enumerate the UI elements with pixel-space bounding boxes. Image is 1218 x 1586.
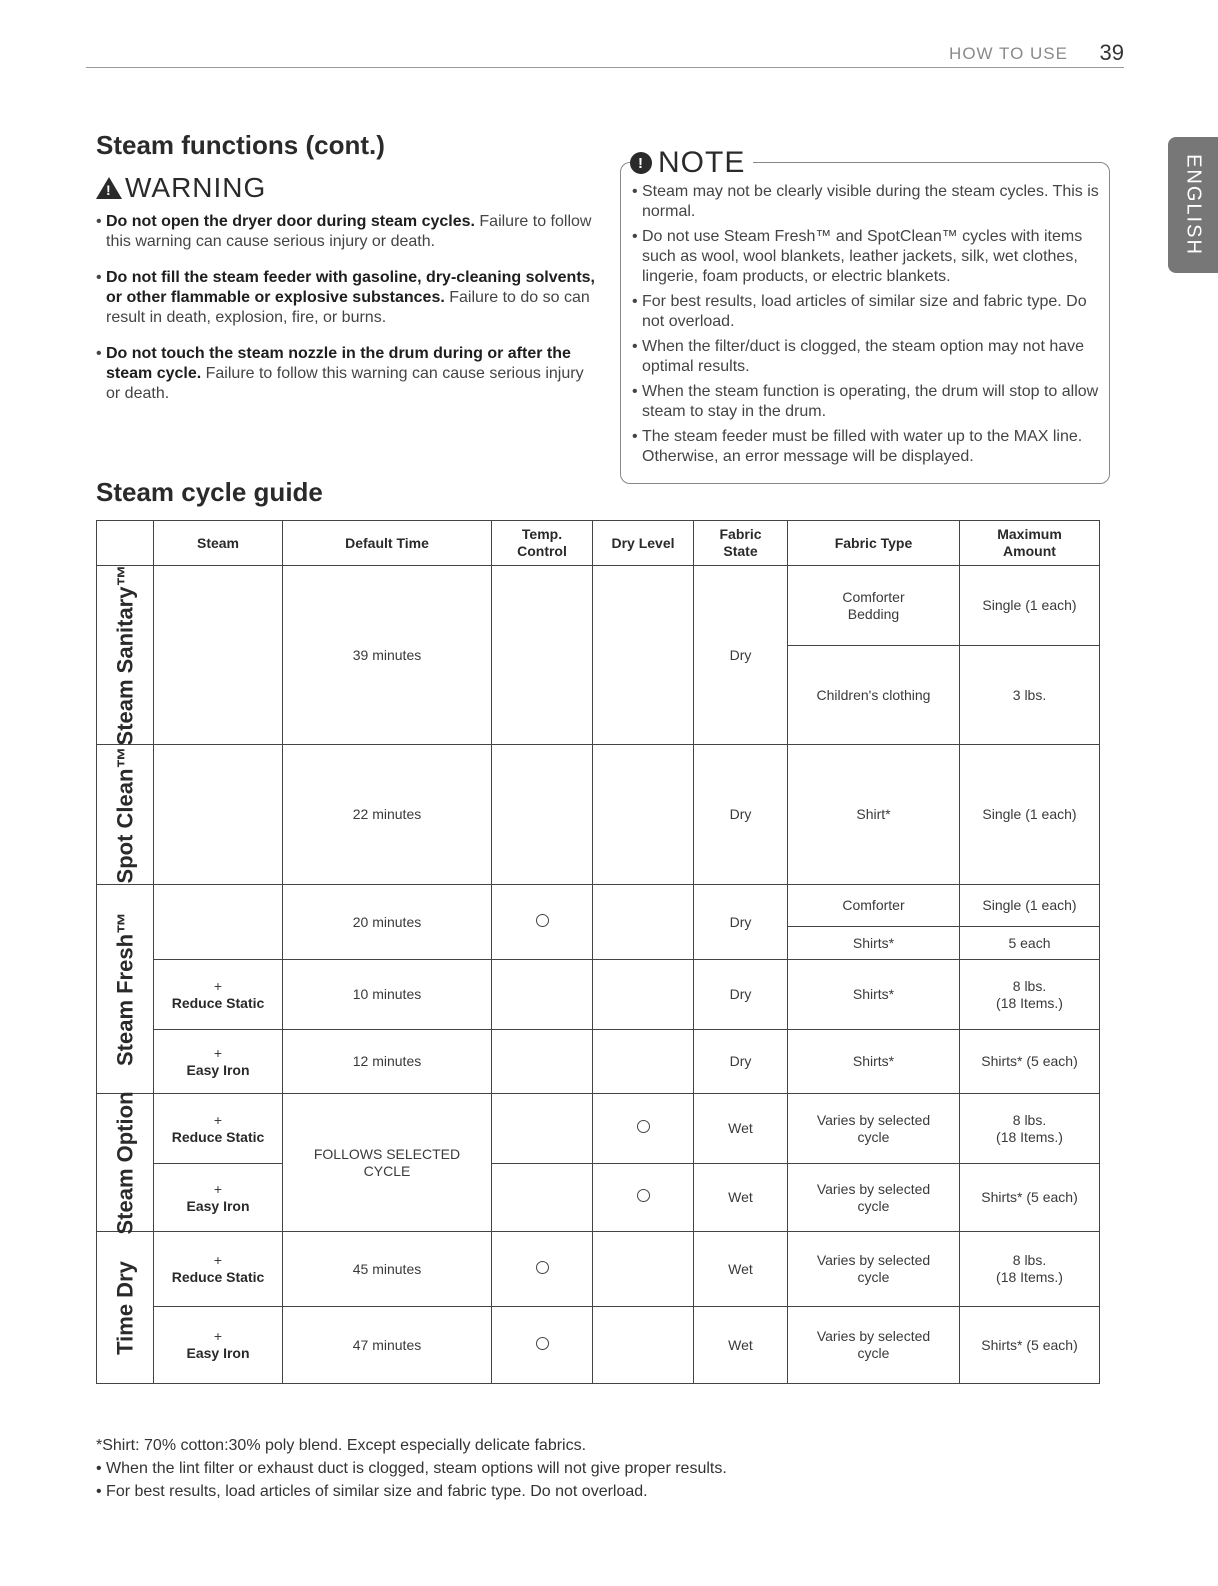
header-fabric-type: Fabric Type bbox=[788, 521, 960, 566]
steam-cell bbox=[154, 745, 283, 885]
amount-cell: 5 each bbox=[960, 927, 1100, 960]
cell-text: 8 lbs. bbox=[1012, 977, 1047, 994]
note-item: • For best results, load articles of similar size and fabric type. Do not overload. bbox=[632, 292, 1102, 332]
amount-cell: Single (1 each) bbox=[960, 566, 1100, 646]
warning-item-text: Failure to follow this warning can cause serious injury or death. bbox=[106, 213, 592, 250]
warning-item-text: Failure to follow this warning can cause serious injury or death. bbox=[106, 365, 584, 402]
circle-mark-icon bbox=[637, 1189, 650, 1202]
dry-level-cell bbox=[593, 1232, 694, 1307]
time-cell bbox=[283, 1094, 492, 1232]
cell-text: Varies by selected bbox=[816, 1252, 931, 1268]
dry-level-cell bbox=[593, 1094, 694, 1164]
option-label: Easy Iron bbox=[186, 1345, 250, 1361]
warning-item-bold: Do not fill the steam feeder with gasoline, dry-cleaning solvents, or other flammable or explosive substances. bbox=[106, 269, 595, 306]
fabric-type-cell: Shirts* bbox=[788, 960, 960, 1030]
amount-cell bbox=[960, 1232, 1100, 1307]
option-label: Reduce Static bbox=[171, 1269, 265, 1285]
table-row bbox=[97, 1094, 1100, 1164]
table-row bbox=[97, 1232, 1100, 1307]
option-label: Reduce Static bbox=[171, 994, 265, 1011]
temp-cell bbox=[492, 745, 593, 885]
header-steam: Steam bbox=[154, 521, 283, 566]
header-dry-level: Dry Level bbox=[593, 521, 694, 566]
note-list bbox=[632, 182, 1102, 472]
cycle-steam-option bbox=[97, 1090, 154, 1235]
fabric-state-cell: Dry bbox=[694, 885, 788, 960]
amount-cell: Single (1 each) bbox=[960, 745, 1100, 885]
note-heading bbox=[630, 146, 753, 180]
steam-option-cell bbox=[154, 1030, 283, 1094]
page-number: 39 bbox=[1099, 40, 1124, 65]
plus-sign: + bbox=[213, 1328, 223, 1344]
temp-cell bbox=[492, 960, 593, 1030]
fabric-type-cell: Shirt* bbox=[788, 745, 960, 885]
table-header-row bbox=[97, 521, 1100, 566]
fabric-type-cell bbox=[788, 566, 960, 646]
cycle-label: Time Dry bbox=[112, 1260, 138, 1355]
note-item: • Steam may not be clearly visible during the steam cycles. This is normal. bbox=[632, 182, 1102, 222]
header-default-time: Default Time bbox=[283, 521, 492, 566]
cell-text: 8 lbs. bbox=[1012, 1111, 1047, 1128]
cycle-label: Spot Clean™ bbox=[112, 746, 138, 883]
header-divider bbox=[86, 67, 1124, 68]
table-row bbox=[97, 1030, 1100, 1094]
dry-level-cell bbox=[593, 885, 694, 960]
dry-level-cell bbox=[593, 745, 694, 885]
cycle-time-dry bbox=[97, 1232, 154, 1384]
table-row bbox=[97, 745, 1100, 885]
circle-mark-icon bbox=[637, 1120, 650, 1133]
cell-text: Varies by selected bbox=[816, 1328, 931, 1344]
cell-text: 8 lbs. bbox=[1012, 1252, 1047, 1268]
dry-level-cell bbox=[593, 566, 694, 745]
fabric-state-cell: Wet bbox=[694, 1232, 788, 1307]
circle-mark-icon bbox=[536, 914, 549, 927]
amount-cell bbox=[960, 1094, 1100, 1164]
amount-cell: 3 lbs. bbox=[960, 646, 1100, 745]
plus-sign: + bbox=[213, 977, 223, 994]
temp-cell bbox=[492, 1232, 593, 1307]
circle-mark-icon bbox=[536, 1261, 549, 1274]
header-text: State bbox=[723, 543, 758, 559]
header-fabric-state bbox=[694, 521, 788, 566]
fabric-state-cell: Wet bbox=[694, 1164, 788, 1232]
header-section-label: HOW TO USE bbox=[949, 44, 1068, 63]
steam-option-cell bbox=[154, 1164, 283, 1232]
cell-text: Bedding bbox=[847, 605, 900, 622]
fabric-state-cell: Dry bbox=[694, 745, 788, 885]
time-cell: 45 minutes bbox=[283, 1232, 492, 1307]
cell-text: Varies by selected bbox=[816, 1180, 931, 1197]
amount-cell: Shirts* (5 each) bbox=[960, 1307, 1100, 1384]
footnote: *Shirt: 70% cotton:30% poly blend. Except especially delicate fabrics. bbox=[96, 1437, 587, 1454]
cycle-steam-fresh bbox=[97, 885, 154, 1094]
warning-heading-text: WARNING bbox=[125, 172, 267, 203]
footnotes bbox=[96, 1434, 996, 1503]
header-temp-control bbox=[492, 521, 593, 566]
fabric-type-cell: Children's clothing bbox=[788, 646, 960, 745]
fabric-type-cell: Shirts* bbox=[788, 1030, 960, 1094]
note-item: • When the steam function is operating, the drum will stop to allow steam to stay in the drum. bbox=[632, 382, 1102, 422]
plus-sign: + bbox=[213, 1044, 223, 1061]
temp-cell bbox=[492, 1030, 593, 1094]
language-tab bbox=[1168, 137, 1218, 273]
exclamation-icon: ! bbox=[630, 152, 652, 174]
option-label: Easy Iron bbox=[186, 1061, 250, 1078]
note-item: • Do not use Steam Fresh™ and SpotClean™ cycles with items such as wool, wool blankets, leather jackets, silk, wet clothes, lingerie, foam products, or electric blankets. bbox=[632, 227, 1102, 287]
steam-option-cell bbox=[154, 1232, 283, 1307]
dry-level-cell bbox=[593, 960, 694, 1030]
header-text: Control bbox=[517, 543, 567, 559]
cycle-steam-sanitary bbox=[97, 566, 154, 745]
warning-item bbox=[96, 268, 596, 328]
table-row bbox=[97, 960, 1100, 1030]
fabric-type-cell: Shirts* bbox=[788, 927, 960, 960]
cell-text: cycle bbox=[857, 1269, 890, 1285]
steam-cell bbox=[154, 885, 283, 960]
language-tab-label: ENGLISH bbox=[1182, 154, 1205, 256]
cell-text: (18 Items.) bbox=[996, 994, 1063, 1011]
fabric-state-cell: Dry bbox=[694, 960, 788, 1030]
time-cell: 20 minutes bbox=[283, 885, 492, 960]
table-row bbox=[97, 1164, 1100, 1232]
plus-sign: + bbox=[213, 1252, 223, 1268]
cell-text: Comforter bbox=[842, 588, 905, 605]
header-text: Temp. bbox=[521, 526, 563, 542]
warning-item-bold: Do not touch the steam nozzle in the drum during or after the steam cycle. bbox=[106, 345, 571, 382]
cell-text: (18 Items.) bbox=[996, 1269, 1063, 1285]
cell-text: cycle bbox=[857, 1345, 890, 1361]
header-cycle bbox=[97, 521, 154, 566]
cell-text: cycle bbox=[857, 1128, 890, 1145]
time-cell: 39 minutes bbox=[283, 566, 492, 745]
warning-item-text: Failure to do so can result in death, explosion, fire, or burns. bbox=[106, 289, 590, 326]
option-label: Easy Iron bbox=[186, 1197, 250, 1214]
amount-cell bbox=[960, 960, 1100, 1030]
plus-sign: + bbox=[213, 1180, 223, 1197]
header-max-amount bbox=[960, 521, 1100, 566]
amount-cell: Single (1 each) bbox=[960, 885, 1100, 927]
temp-cell bbox=[492, 1164, 593, 1232]
page-title: Steam functions (cont.) bbox=[96, 130, 385, 160]
circle-mark-icon bbox=[536, 1337, 549, 1350]
warning-icon bbox=[96, 177, 122, 199]
table-row bbox=[97, 566, 1100, 646]
guide-title: Steam cycle guide bbox=[96, 477, 323, 507]
footnote: • When the lint filter or exhaust duct is clogged, steam options will not give proper results. bbox=[96, 1460, 727, 1477]
cell-text: CYCLE bbox=[363, 1162, 411, 1179]
fabric-type-cell bbox=[788, 1307, 960, 1384]
cell-text: FOLLOWS SELECTED bbox=[313, 1145, 461, 1162]
cell-text: cycle bbox=[857, 1197, 890, 1214]
cycle-spot-clean bbox=[97, 745, 154, 885]
steam-option-cell bbox=[154, 1307, 283, 1384]
time-cell: 12 minutes bbox=[283, 1030, 492, 1094]
warning-heading bbox=[96, 172, 266, 204]
fabric-state-cell: Wet bbox=[694, 1307, 788, 1384]
dry-level-cell bbox=[593, 1164, 694, 1232]
cycle-label: Steam Option bbox=[112, 1090, 138, 1235]
time-cell: 47 minutes bbox=[283, 1307, 492, 1384]
option-label: Reduce Static bbox=[171, 1128, 265, 1145]
steam-cycle-table bbox=[96, 520, 1100, 1384]
fabric-type-cell bbox=[788, 1232, 960, 1307]
note-heading-text: NOTE bbox=[658, 146, 746, 179]
cycle-label: Steam Sanitary™ bbox=[112, 564, 138, 746]
fabric-type-cell: Comforter bbox=[788, 885, 960, 927]
fabric-state-cell: Dry bbox=[694, 566, 788, 745]
steam-option-cell bbox=[154, 960, 283, 1030]
fabric-state-cell: Dry bbox=[694, 1030, 788, 1094]
temp-cell bbox=[492, 1307, 593, 1384]
footnote: • For best results, load articles of similar size and fabric type. Do not overload. bbox=[96, 1483, 648, 1500]
steam-option-cell bbox=[154, 1094, 283, 1164]
header-text: Maximum bbox=[997, 526, 1062, 542]
temp-cell bbox=[492, 1094, 593, 1164]
fabric-type-cell bbox=[788, 1164, 960, 1232]
table-row bbox=[97, 885, 1100, 927]
temp-cell bbox=[492, 566, 593, 745]
steam-cell bbox=[154, 566, 283, 745]
warning-item-bold: Do not open the dryer door during steam cycles. bbox=[106, 213, 475, 230]
fabric-type-cell bbox=[788, 1094, 960, 1164]
time-cell: 22 minutes bbox=[283, 745, 492, 885]
dry-level-cell bbox=[593, 1030, 694, 1094]
time-cell: 10 minutes bbox=[283, 960, 492, 1030]
warning-item bbox=[96, 344, 596, 404]
fabric-state-cell: Wet bbox=[694, 1094, 788, 1164]
cell-text: (18 Items.) bbox=[996, 1128, 1063, 1145]
dry-level-cell bbox=[593, 1307, 694, 1384]
note-item: • When the filter/duct is clogged, the steam option may not have optimal results. bbox=[632, 337, 1102, 377]
cycle-label: Steam Fresh™ bbox=[112, 911, 138, 1067]
warning-list bbox=[96, 212, 596, 420]
note-item: • The steam feeder must be filled with water up to the MAX line. Otherwise, an error message will be displayed. bbox=[632, 427, 1102, 467]
cell-text: Varies by selected bbox=[816, 1111, 931, 1128]
amount-cell: Shirts* (5 each) bbox=[960, 1164, 1100, 1232]
plus-sign: + bbox=[213, 1111, 223, 1128]
warning-item bbox=[96, 212, 596, 252]
header-text: Fabric bbox=[719, 526, 762, 542]
table-row bbox=[97, 1307, 1100, 1384]
header-text: Amount bbox=[1003, 543, 1056, 559]
amount-cell: Shirts* (5 each) bbox=[960, 1030, 1100, 1094]
temp-cell bbox=[492, 885, 593, 960]
